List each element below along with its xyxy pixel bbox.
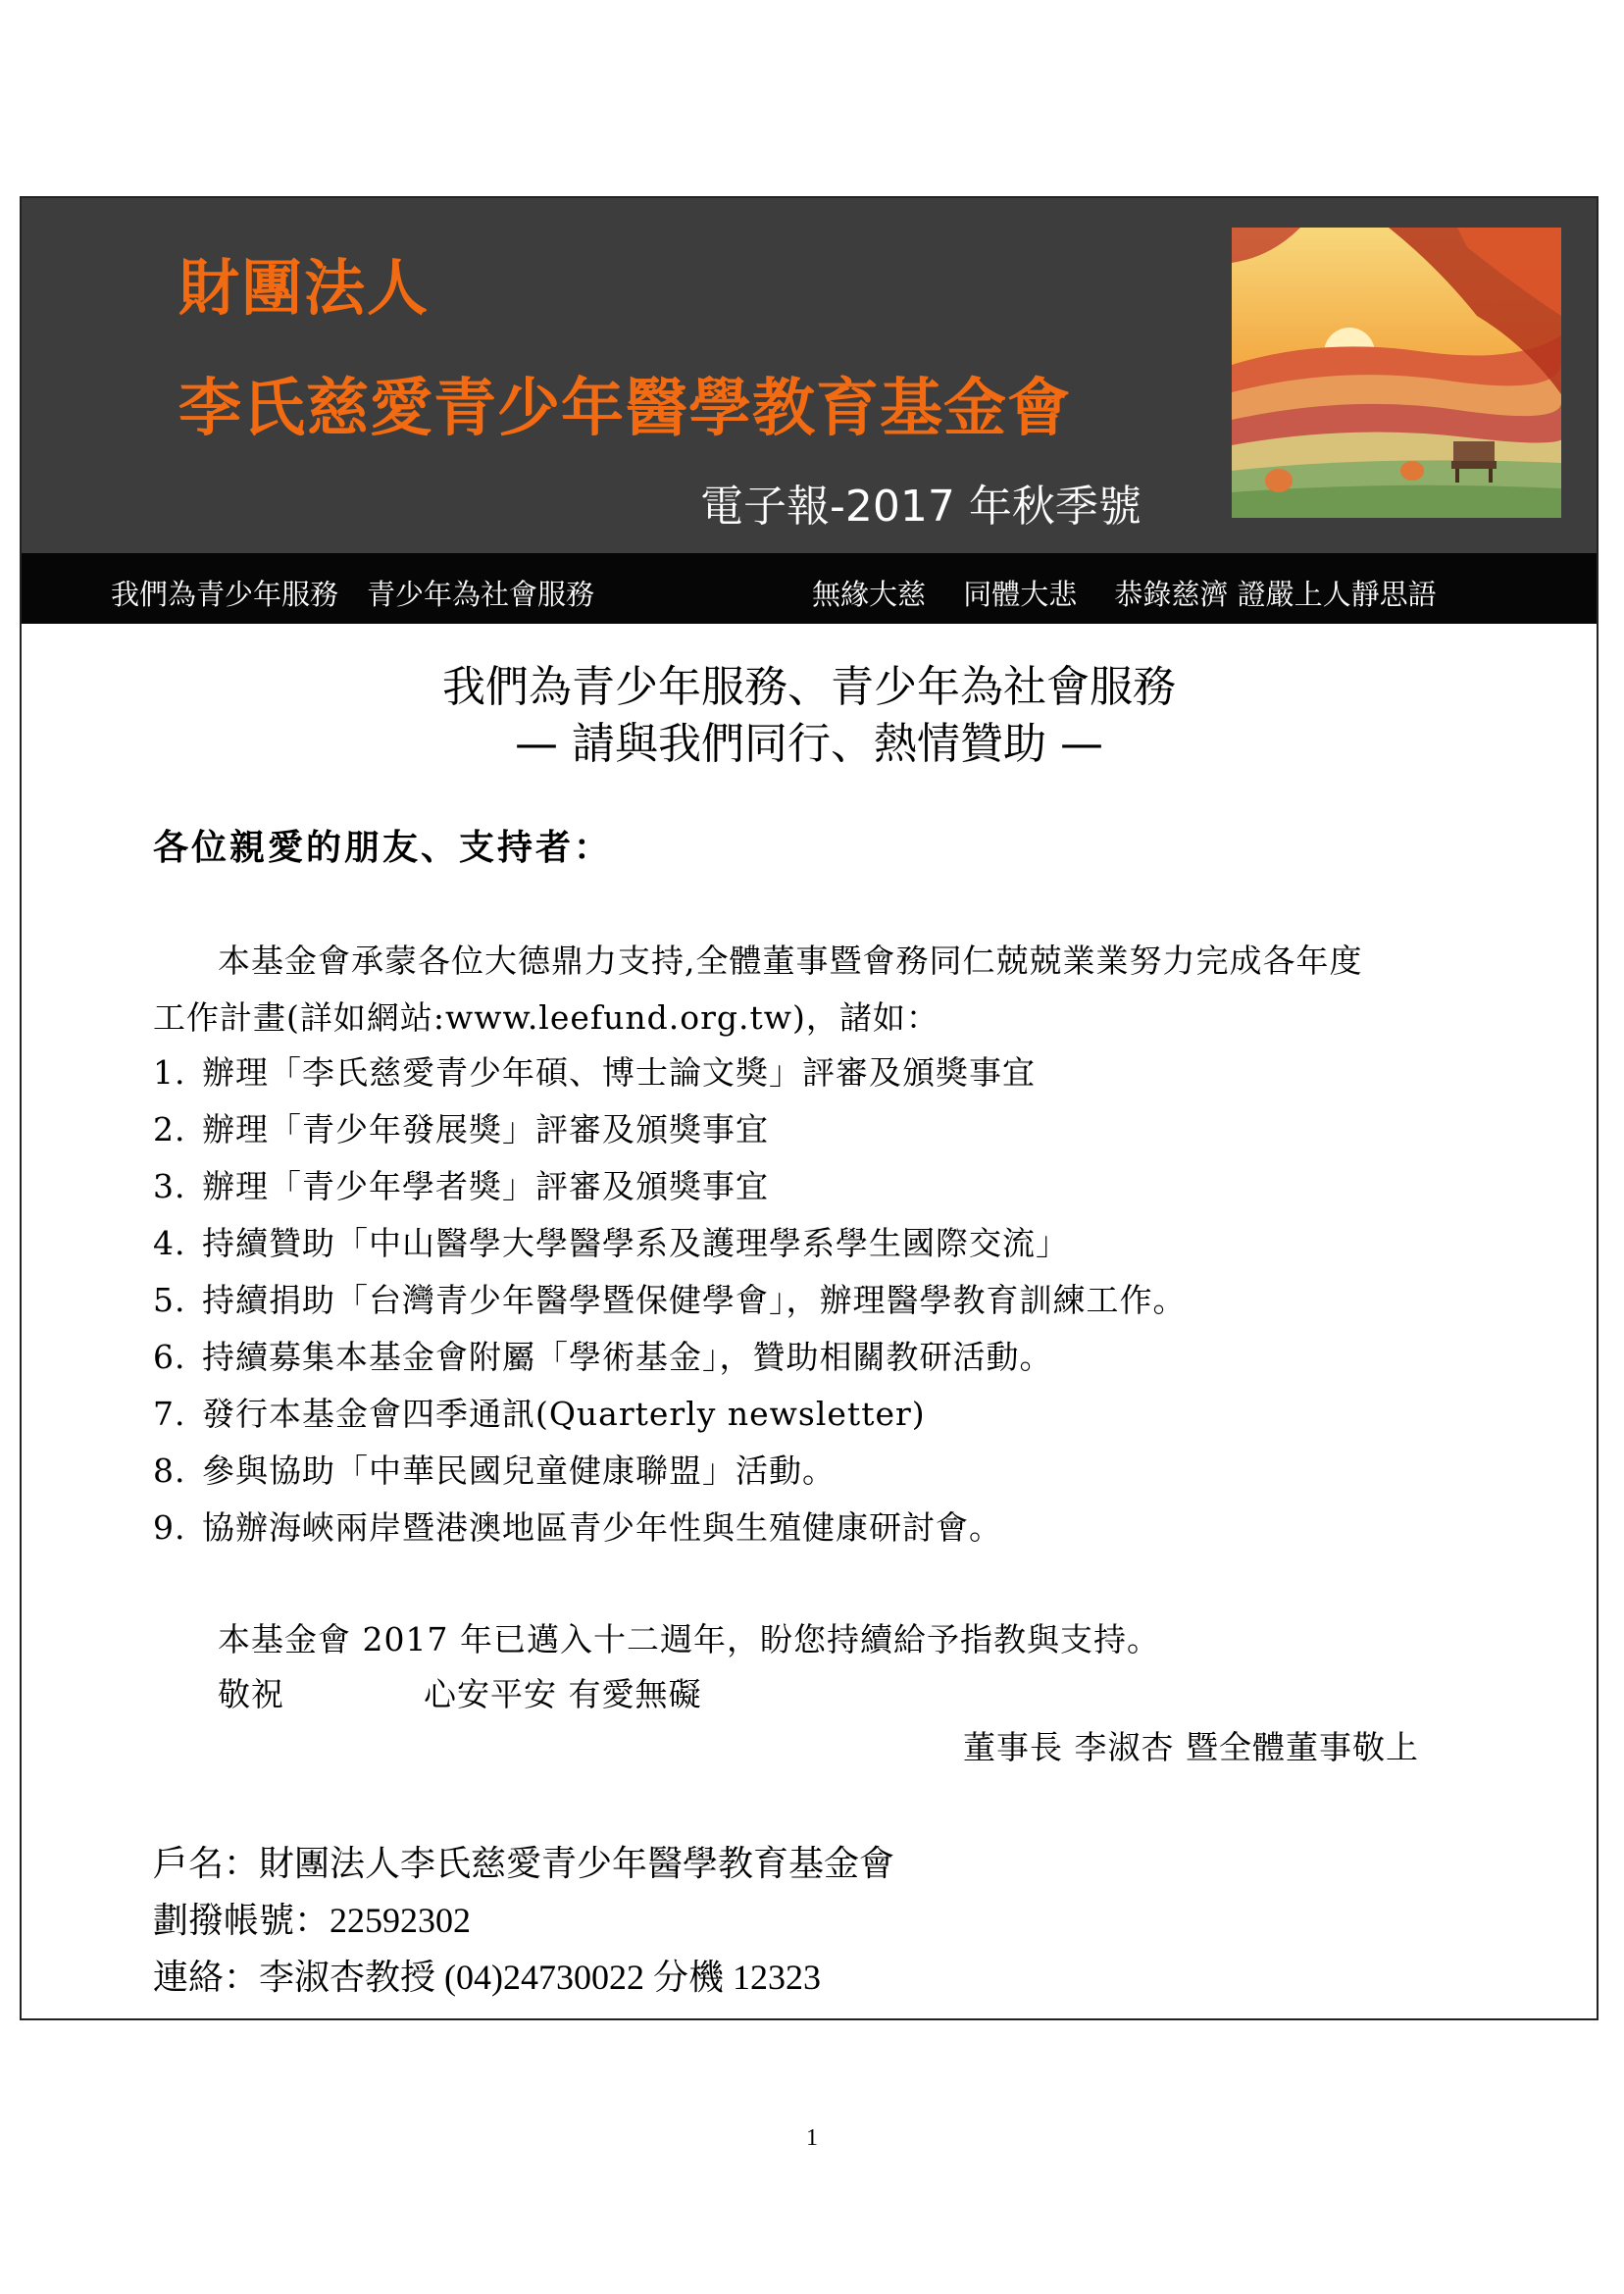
list-item: 7. 發行本基金會四季通訊(Quarterly newsletter) xyxy=(153,1395,926,1433)
list-item: 2. 辦理「青少年發展獎」評審及頒獎事宜 xyxy=(153,1110,769,1148)
anniversary-note: 本基金會 2017 年已邁入十二週年，盼您持續給予指教與支持。 xyxy=(218,1620,1160,1658)
account-number: 劃撥帳號：22592302 xyxy=(153,1901,472,1940)
intro-line-1: 本基金會承蒙各位大德鼎力支持,全體董事暨會務同仁兢兢業業努力完成各年度 xyxy=(218,942,1363,980)
plan-list xyxy=(153,1047,1187,1559)
org-prefix: 財團法人 xyxy=(178,252,431,324)
signature: 董事長 李淑杏 暨全體董事敬上 xyxy=(963,1728,1419,1766)
list-item: 6. 持續募集本基金會附屬「學術基金」，贊助相關教研活動。 xyxy=(153,1338,1053,1376)
header-banner xyxy=(22,198,1597,553)
page-number: 1 xyxy=(806,2125,818,2151)
contact-info: 連絡：李淑杏教授 (04)24730022 分機 12323 xyxy=(153,1958,821,1997)
list-item: 3. 辦理「青少年學者獎」評審及頒獎事宜 xyxy=(153,1167,769,1205)
regards-label: 敬祝 xyxy=(218,1675,284,1713)
letter-subtitle: — 請與我們同行、熱情贊助 — xyxy=(515,719,1103,769)
intro-line-2: 工作計畫(詳如網站:www.leefund.org.tw)，諸如： xyxy=(153,998,939,1037)
list-item: 8. 參與協助「中華民國兒童健康聯盟」活動。 xyxy=(153,1452,836,1490)
autumn-landscape-illustration xyxy=(1232,228,1561,518)
regards-wish: 心安平安 有愛無礙 xyxy=(424,1675,702,1713)
account-name: 戶名：財團法人李氏慈愛青少年醫學教育基金會 xyxy=(153,1844,895,1883)
newsletter-frame xyxy=(20,196,1599,2020)
org-name: 李氏慈愛青少年醫學教育基金會 xyxy=(178,373,1071,445)
tagline-right: 無緣大慈 同體大悲 恭錄慈濟 證嚴上人靜思語 xyxy=(812,578,1437,611)
list-item: 1. 辦理「李氏慈愛青少年碩、博士論文獎」評審及頒獎事宜 xyxy=(153,1053,1036,1092)
issue-label: 電子報-2017 年秋季號 xyxy=(700,482,1142,532)
list-item: 5. 持續捐助「台灣青少年醫學暨保健學會」，辦理醫學教育訓練工作。 xyxy=(153,1281,1187,1319)
letter-title: 我們為青少年服務、青少年為社會服務 xyxy=(442,662,1176,712)
list-item: 4. 持續贊助「中山醫學大學醫學系及護理學系學生國際交流」 xyxy=(153,1224,1069,1262)
greeting: 各位親愛的朋友、支持者： xyxy=(153,827,613,868)
list-item: 9. 協辦海峽兩岸暨港澳地區青少年性與生殖健康研討會。 xyxy=(153,1508,1002,1547)
tagline-left: 我們為青少年服務 青少年為社會服務 xyxy=(111,578,595,611)
tagline-bar xyxy=(22,553,1597,624)
